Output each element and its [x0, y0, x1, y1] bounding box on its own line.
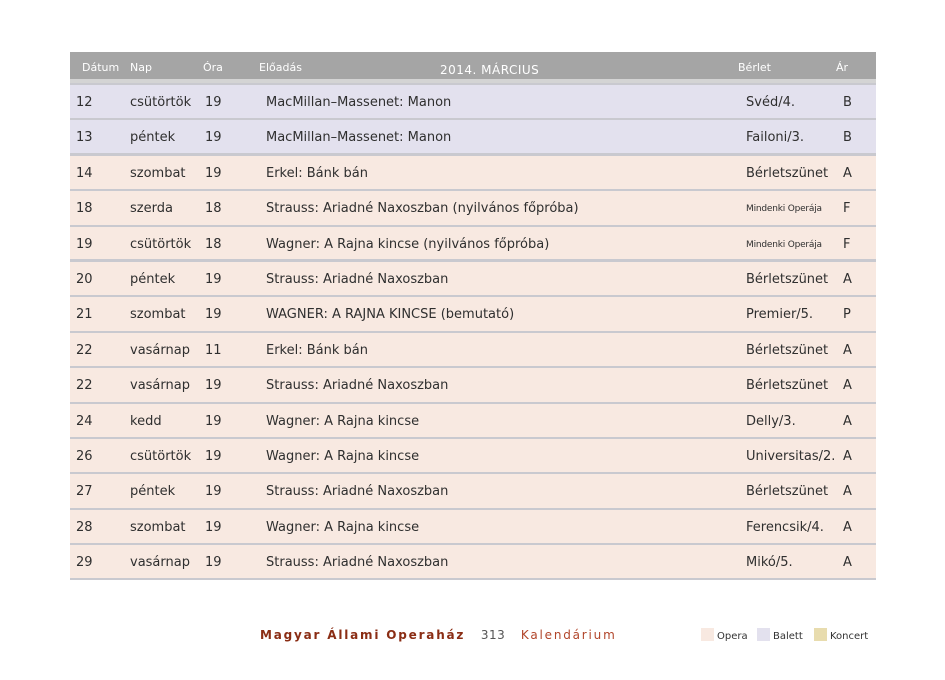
cell-berlet: Universitas/2. [746, 448, 836, 464]
table-row [70, 156, 876, 191]
cell-date: 18 [76, 201, 93, 217]
cell-day: csütörtök [130, 448, 192, 464]
page-number: 313 [480, 628, 506, 642]
cell-price: A [843, 519, 852, 535]
cell-hour: 19 [205, 413, 222, 429]
table-row [70, 510, 876, 545]
cell-hour: 19 [205, 519, 222, 535]
cell-berlet: Bérletszünet [746, 165, 829, 181]
cell-hour: 19 [205, 165, 222, 181]
cell-price: A [843, 413, 852, 429]
cell-day: szerda [130, 201, 173, 217]
table-header [70, 52, 876, 83]
cell-price: F [843, 201, 851, 217]
cell-berlet: Svéd/4. [746, 95, 795, 110]
header-date: Dátum [82, 61, 120, 74]
schedule-table [70, 52, 876, 580]
table-row [70, 297, 876, 332]
cell-berlet: Delly/3. [746, 413, 796, 429]
cell-date: 12 [76, 95, 93, 110]
table-row [70, 262, 876, 297]
cell-title: Erkel: Bánk bán [266, 165, 368, 181]
cell-price: F [843, 236, 851, 252]
legend-label-balett: Balett [773, 631, 803, 642]
cell-price: A [843, 448, 852, 464]
table-row [70, 404, 876, 439]
table-row [70, 474, 876, 509]
table-row [70, 227, 876, 262]
cell-berlet: Mindenki Operája [746, 204, 822, 215]
cell-date: 14 [76, 165, 93, 181]
cell-date: 28 [76, 519, 93, 535]
cell-hour: 18 [205, 201, 222, 217]
cell-title: Erkel: Bánk bán [266, 342, 368, 358]
table-row [70, 439, 876, 474]
cell-hour: 18 [205, 236, 222, 252]
header-berlet: Bérlet [738, 61, 771, 74]
cell-berlet: Ferencsik/4. [746, 519, 824, 535]
cell-day: péntek [130, 130, 176, 146]
legend-swatch-opera [701, 628, 714, 641]
cell-day: csütörtök [130, 236, 192, 252]
cell-berlet: Mindenki Operája [746, 239, 822, 250]
cell-hour: 19 [205, 484, 222, 500]
table-row [70, 333, 876, 368]
cell-title: Strauss: Ariadné Naxoszban [266, 271, 449, 287]
cell-title: WAGNER: A RAJNA KINCSE (bemutató) [266, 307, 515, 323]
cell-title: Strauss: Ariadné Naxoszban [266, 555, 449, 571]
header-day: Nap [130, 61, 152, 74]
table-body [70, 83, 876, 580]
cell-price: A [843, 271, 852, 287]
cell-hour: 19 [205, 130, 222, 146]
cell-title: Strauss: Ariadné Naxoszban (nyilvános főpróba) [266, 201, 579, 217]
page-footer [260, 628, 617, 642]
cell-date: 22 [76, 342, 93, 358]
cell-price: A [843, 165, 852, 181]
cell-hour: 19 [205, 378, 222, 394]
cell-date: 26 [76, 448, 93, 464]
cell-hour: 19 [205, 307, 222, 323]
cell-berlet: Bérletszünet [746, 484, 829, 500]
cell-price: A [843, 555, 852, 571]
cell-date: 22 [76, 378, 93, 394]
cell-price: P [843, 307, 851, 323]
footer-calendar: Kalendárium [520, 628, 617, 642]
cell-title: Wagner: A Rajna kincse (nyilvános főpróba) [266, 236, 550, 252]
table-row [70, 191, 876, 226]
cell-title: Wagner: A Rajna kincse [266, 448, 420, 464]
cell-date: 21 [76, 307, 93, 323]
cell-date: 13 [76, 130, 93, 146]
cell-hour: 19 [205, 271, 222, 287]
cell-price: A [843, 342, 852, 358]
cell-day: vasárnap [130, 378, 190, 394]
cell-hour: 19 [205, 555, 222, 571]
legend-item-koncert [814, 628, 868, 642]
table-row [70, 368, 876, 403]
cell-title: Strauss: Ariadné Naxoszban [266, 378, 449, 394]
cell-day: kedd [130, 413, 162, 429]
legend-label-koncert: Koncert [830, 631, 869, 642]
cell-berlet: Mikó/5. [746, 555, 793, 571]
cell-title: Strauss: Ariadné Naxoszban [266, 484, 449, 500]
legend-swatch-koncert [814, 628, 827, 641]
cell-day: szombat [130, 519, 186, 535]
cell-day: csütörtök [130, 95, 192, 110]
cell-date: 20 [76, 271, 93, 287]
cell-price: B [843, 130, 852, 146]
legend-item-opera [701, 628, 748, 642]
cell-title: Wagner: A Rajna kincse [266, 519, 420, 535]
cell-date: 29 [76, 555, 93, 571]
cell-hour: 19 [205, 95, 222, 110]
table-row [70, 545, 876, 580]
cell-date: 24 [76, 413, 93, 429]
cell-title: Wagner: A Rajna kincse [266, 413, 420, 429]
header-hour: Óra [203, 61, 223, 74]
cell-hour: 11 [205, 342, 222, 358]
legend-swatch-balett [757, 628, 770, 641]
header-price: Ár [836, 61, 849, 74]
cell-date: 19 [76, 236, 93, 252]
cell-day: vasárnap [130, 342, 190, 358]
cell-day: szombat [130, 307, 186, 323]
header-title: Előadás [259, 61, 302, 74]
cell-day: szombat [130, 165, 186, 181]
table-row [70, 120, 876, 155]
cell-price: A [843, 484, 852, 500]
legend-label-opera: Opera [717, 631, 748, 642]
cell-berlet: Failoni/3. [746, 130, 805, 146]
cell-price: A [843, 378, 852, 394]
cell-title: MacMillan–Massenet: Manon [266, 95, 452, 110]
cell-day: péntek [130, 484, 176, 500]
cell-berlet: Bérletszünet [746, 378, 829, 394]
cell-day: péntek [130, 271, 176, 287]
footer-house: Magyar Állami Operaház [260, 628, 466, 642]
cell-berlet: Bérletszünet [746, 271, 829, 287]
cell-hour: 19 [205, 448, 222, 464]
cell-date: 27 [76, 484, 93, 500]
legend-item-balett [757, 628, 803, 642]
cell-price: B [843, 95, 852, 110]
header-month: 2014. MÁRCIUS [440, 63, 540, 77]
cell-title: MacMillan–Massenet: Manon [266, 130, 452, 146]
table-row [70, 85, 876, 120]
cell-berlet: Bérletszünet [746, 342, 829, 358]
cell-berlet: Premier/5. [746, 307, 814, 323]
cell-day: vasárnap [130, 555, 190, 571]
